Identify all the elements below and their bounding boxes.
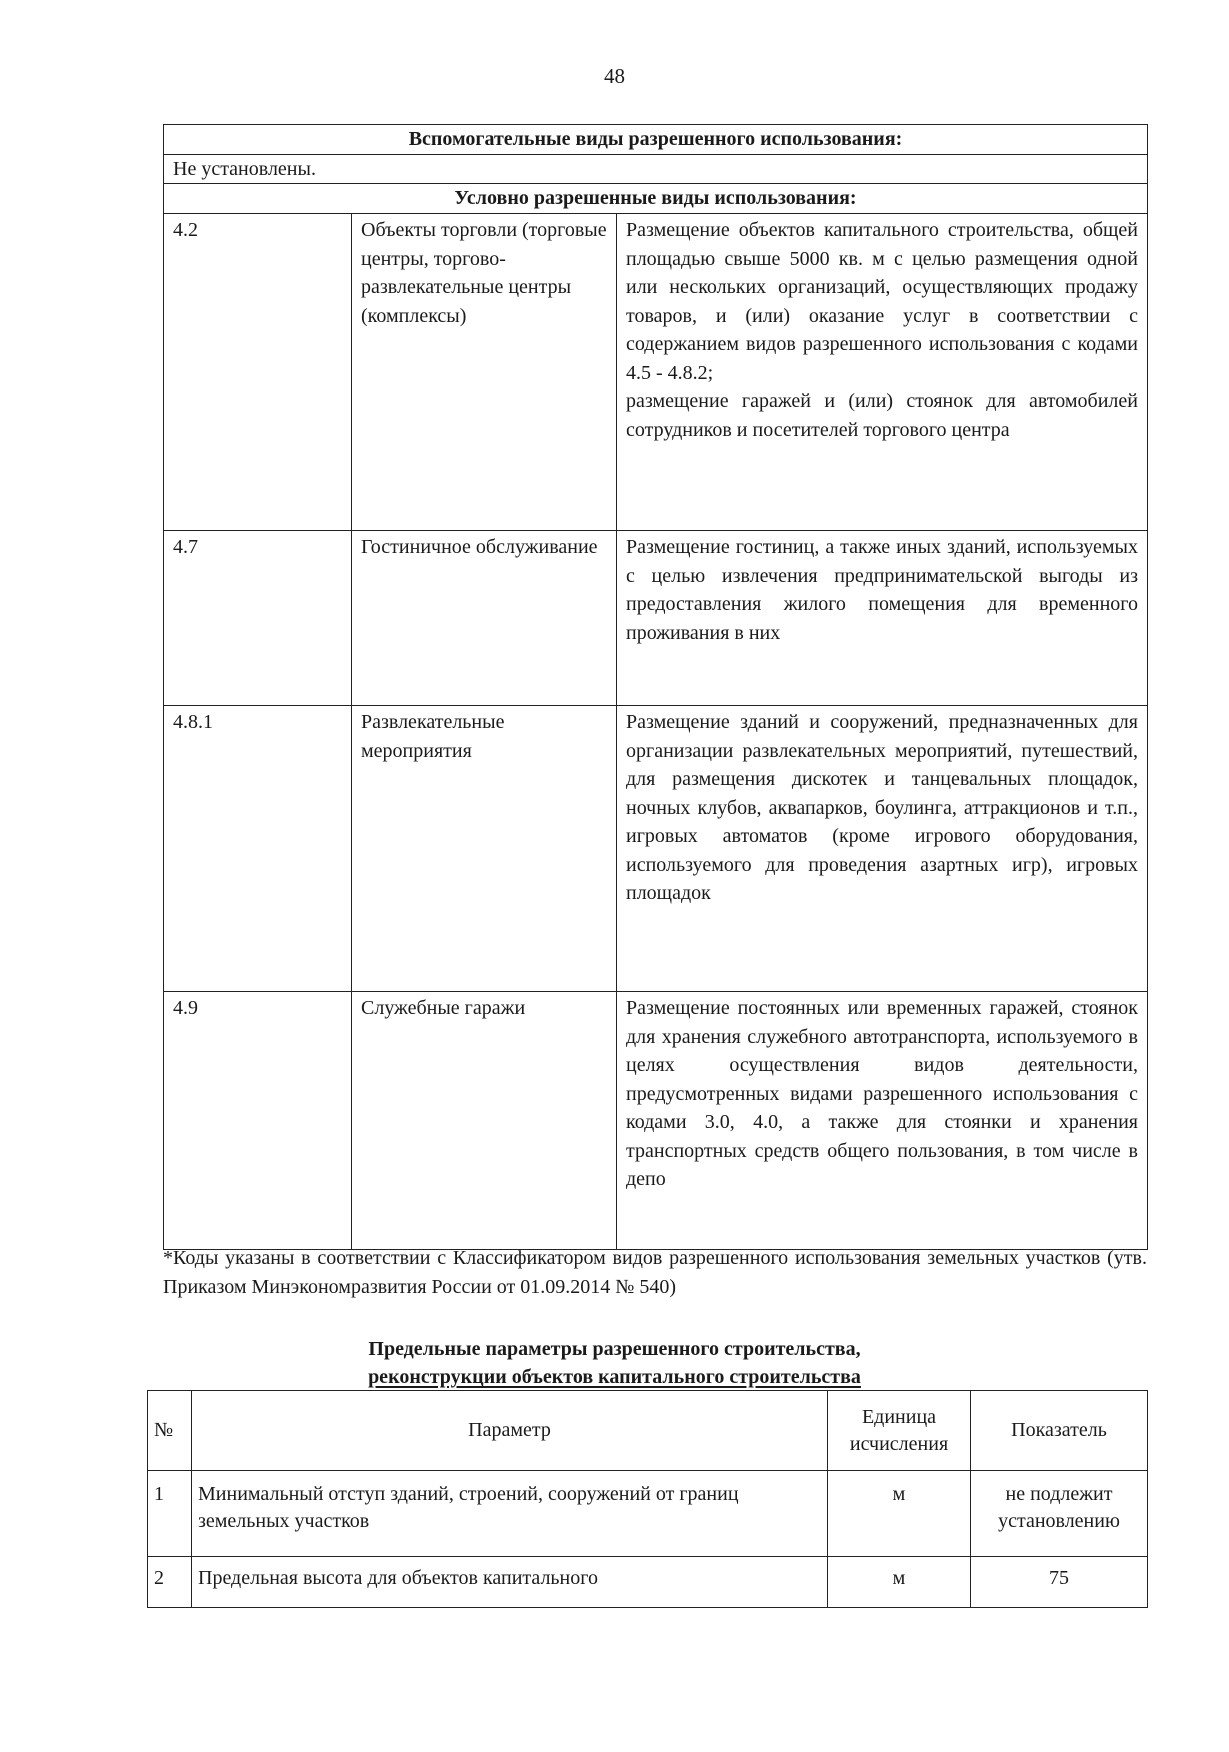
use-code: 4.9 — [164, 992, 352, 1250]
auxiliary-uses-header: Вспомогательные виды разрешенного использования: — [164, 125, 1148, 155]
land-use-table — [163, 124, 1148, 1250]
table-row — [164, 531, 1148, 706]
params-header-row — [148, 1391, 1148, 1471]
table-row — [164, 706, 1148, 992]
table-row — [148, 1471, 1148, 1557]
use-code: 4.2 — [164, 214, 352, 531]
use-name: Развлекательные мероприятия — [352, 706, 617, 992]
auxiliary-uses-value-row — [164, 155, 1148, 184]
use-code: 4.7 — [164, 531, 352, 706]
param-name: Предельная высота для объектов капитального — [192, 1557, 828, 1608]
classifier-footnote: *Коды указаны в соответствии с Классификатором видов разрешенного использования земельных участков (утв. Приказом Минэкономразвития России от 01.09.2014 № 540) — [163, 1247, 1147, 1298]
header-value: Показатель — [971, 1391, 1148, 1471]
use-description: Размещение гостиниц, а также иных зданий, используемых с целью извлечения предпринимательской выгоды из предоставления жилого помещения для временного проживания в них — [617, 531, 1148, 706]
param-value: не подлежит установлению — [971, 1471, 1148, 1557]
param-value: 75 — [971, 1557, 1148, 1608]
params-section-title — [0, 1335, 1229, 1391]
table-row — [148, 1557, 1148, 1608]
conditional-uses-header: Условно разрешенные виды использования: — [164, 184, 1148, 214]
header-param: Параметр — [192, 1391, 828, 1471]
auxiliary-uses-value: Не установлены. — [164, 155, 1148, 184]
use-description-part-2: размещение гаражей и (или) стоянок для автомобилей сотрудников и посетителей торгового центра — [626, 390, 1138, 441]
construction-params-table — [147, 1390, 1148, 1608]
table-row — [164, 214, 1148, 531]
table-row — [164, 992, 1148, 1250]
params-title-line-1: Предельные параметры разрешенного строительства, — [368, 1338, 861, 1360]
header-unit: Единица исчисления — [828, 1391, 971, 1471]
param-name: Минимальный отступ зданий, строений, сооружений от границ земельных участков — [192, 1471, 828, 1557]
use-description: Размещение постоянных или временных гаражей, стоянок для хранения служебного автотранспорта, используемого в целях осуществления видов деятельности, предусмотренных видами разрешенного использования с кодами 3.0, 4.0, а также для стоянки и хранения транспортных средств общего пользования, в том числе в депо — [617, 992, 1148, 1250]
conditional-uses-header-row — [164, 184, 1148, 214]
params-title-line-2: реконструкции объектов капитального строительства — [368, 1366, 861, 1388]
use-code: 4.8.1 — [164, 706, 352, 992]
use-name: Служебные гаражи — [352, 992, 617, 1250]
use-name: Гостиничное обслуживание — [352, 531, 617, 706]
use-description-part-1: Размещение объектов капитального строительства, общей площадью свыше 5000 кв. м с целью размещения одной или нескольких организаций, осуществляющих продажу товаров, и (или) оказание услуг в соответствии с содержанием видов разрешенного использования с кодами 4.5 - 4.8.2; — [626, 219, 1138, 384]
header-num: № — [148, 1391, 192, 1471]
use-description — [617, 214, 1148, 531]
param-unit: м — [828, 1471, 971, 1557]
use-description: Размещение зданий и сооружений, предназначенных для организации развлекательных мероприятий, путешествий, для размещения дискотек и танцевальных площадок, ночных клубов, аквапарков, боулинга, аттракционов и т.п., игровых автоматов (кроме игрового оборудования, используемого для проведения азартных игр), игровых площадок — [617, 706, 1148, 992]
param-num: 1 — [148, 1471, 192, 1557]
auxiliary-uses-header-row — [164, 125, 1148, 155]
page-number: 48 — [604, 64, 625, 88]
param-num: 2 — [148, 1557, 192, 1608]
use-name: Объекты торговли (торговые центры, торгово-развлекательные центры (комплексы) — [352, 214, 617, 531]
param-unit: м — [828, 1557, 971, 1608]
